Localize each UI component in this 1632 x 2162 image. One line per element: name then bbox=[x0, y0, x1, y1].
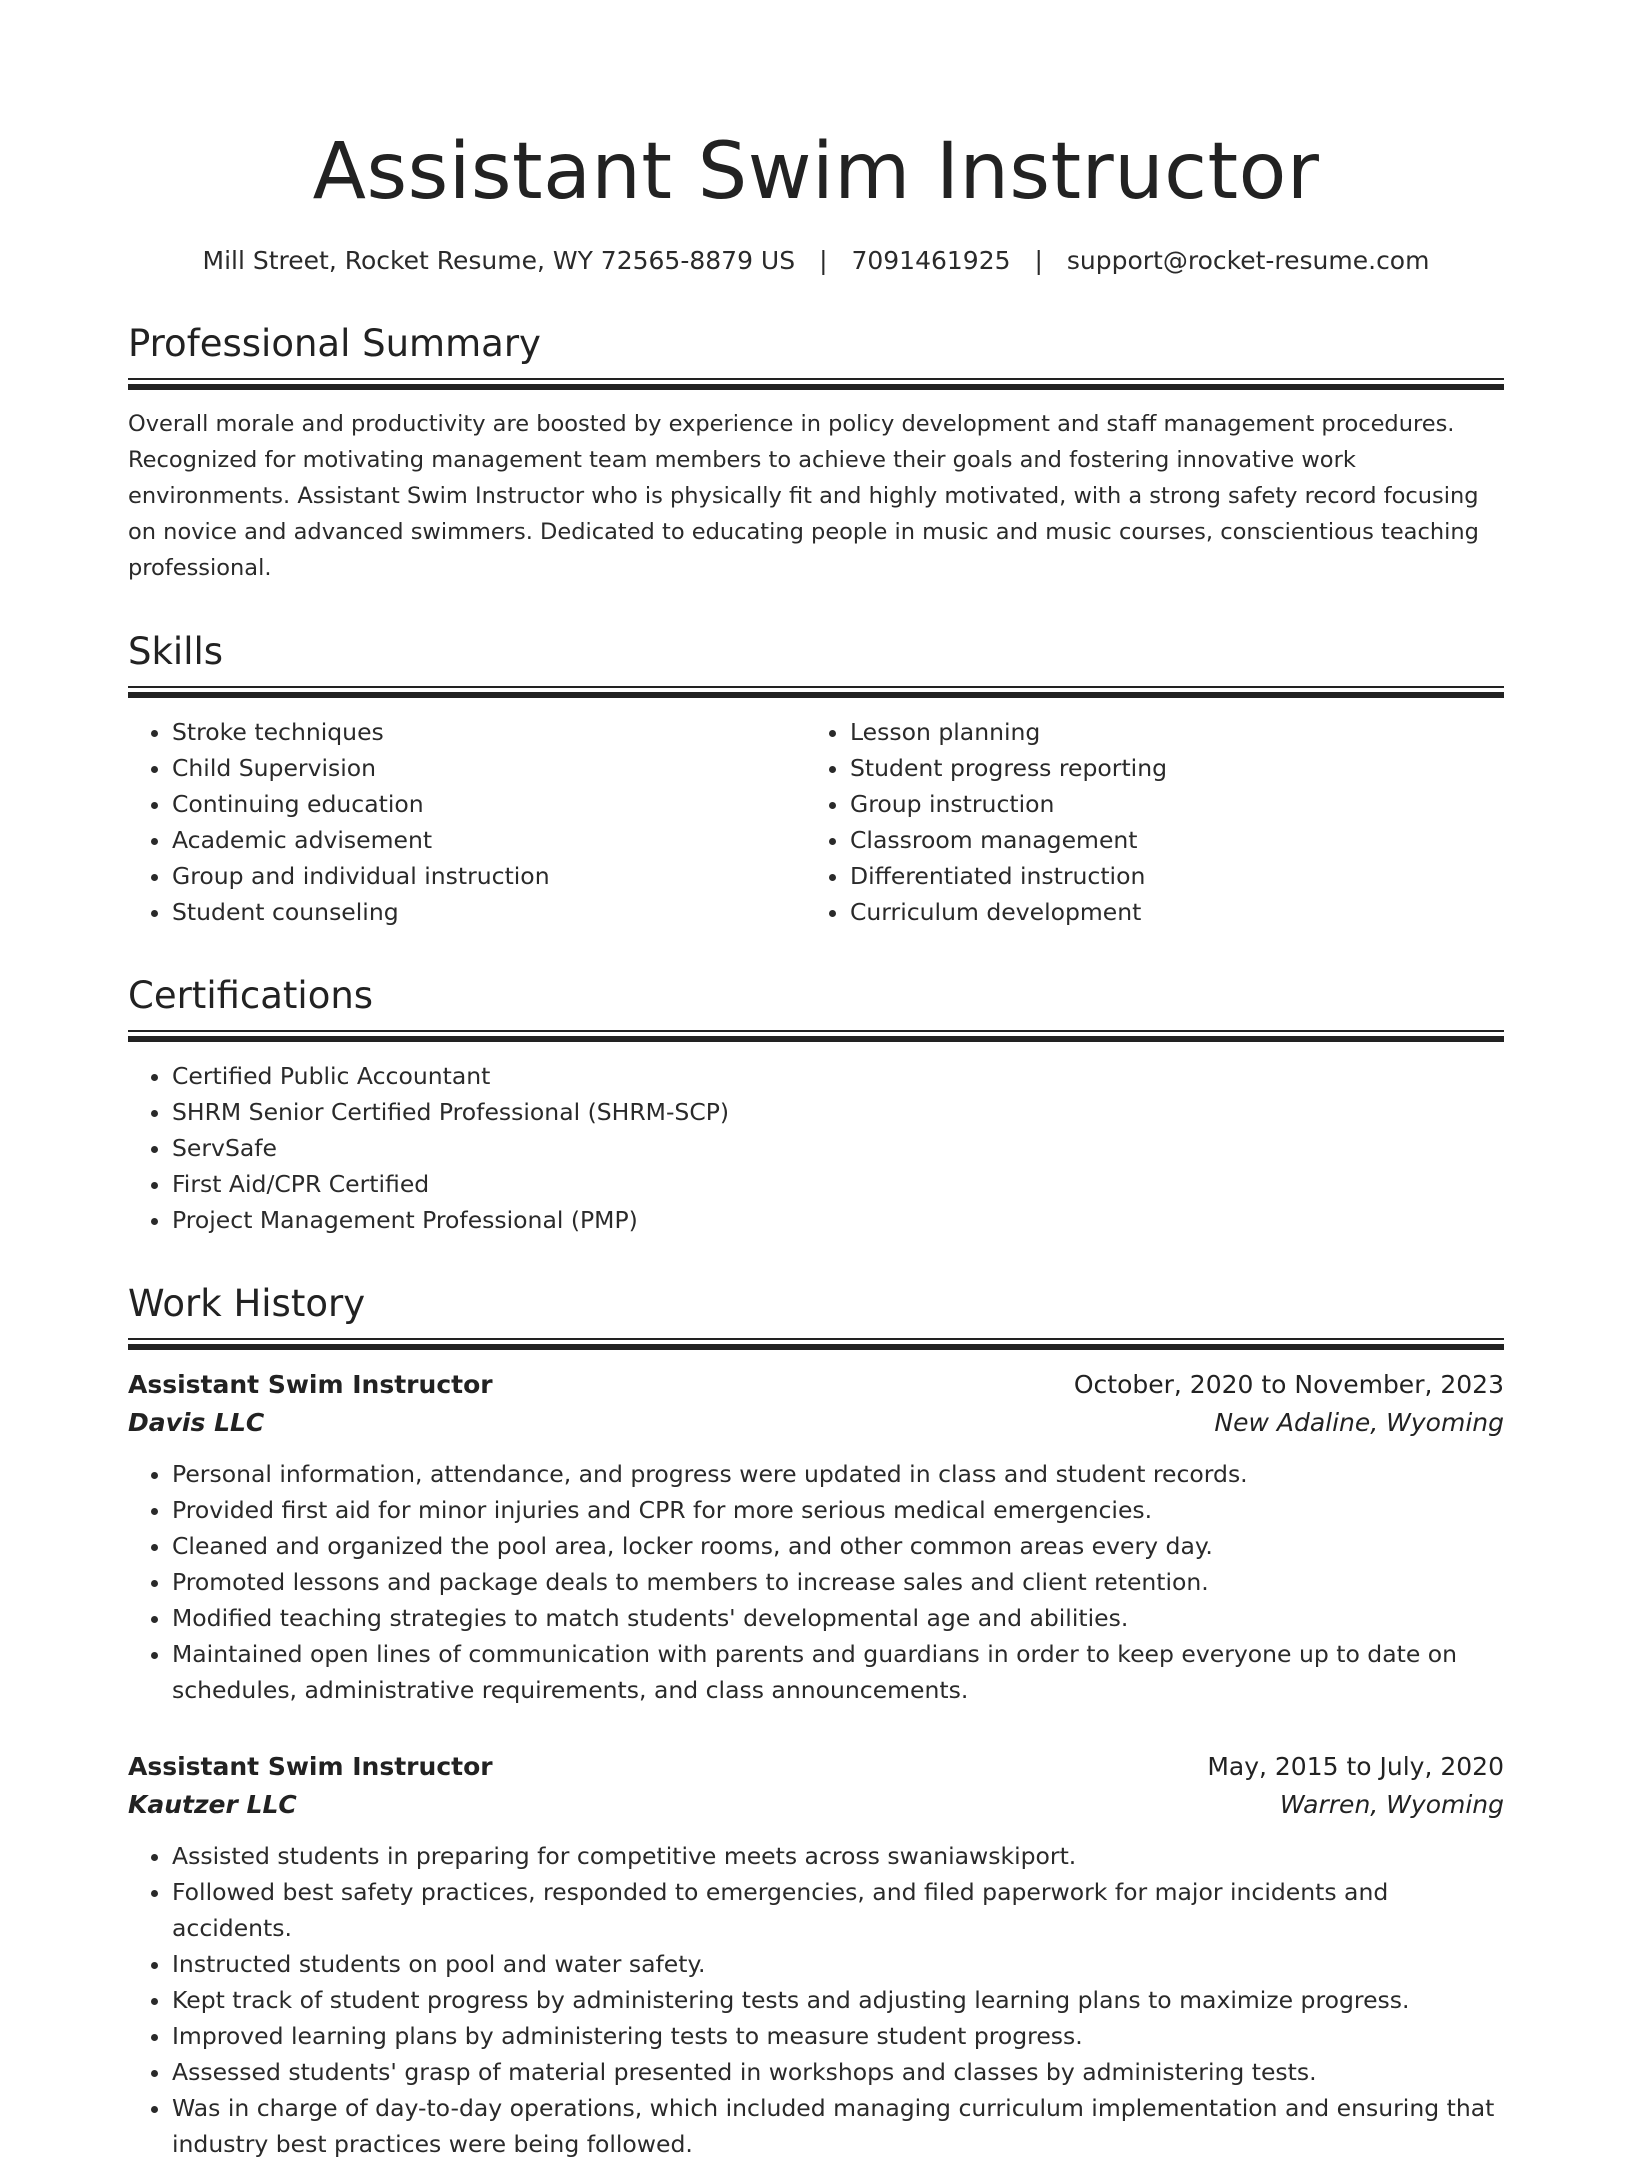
section-divider bbox=[128, 1030, 1504, 1044]
certification-item: • Project Management Professional (PMP) bbox=[172, 1202, 1504, 1238]
work-history-heading: Work History bbox=[128, 1282, 366, 1325]
job-company: Kautzer LLC bbox=[128, 1790, 297, 1819]
job-bullet: • Provided first aid for minor injuries and CPR for more serious medical emergencies. bbox=[172, 1492, 1504, 1528]
job-bullets bbox=[128, 1456, 1504, 1708]
job-title: Assistant Swim Instructor bbox=[128, 1752, 493, 1781]
contact-email: support@rocket-resume.com bbox=[1066, 246, 1430, 275]
certification-item: • First Aid/CPR Certified bbox=[172, 1166, 1504, 1202]
section-divider bbox=[128, 686, 1504, 700]
skill-item: • Group and individual instruction bbox=[172, 858, 806, 894]
job-header-row bbox=[128, 1748, 1504, 1786]
summary-heading: Professional Summary bbox=[128, 322, 541, 365]
job-company-row bbox=[128, 1786, 1504, 1824]
contact-phone: 7091461925 bbox=[851, 246, 1011, 275]
certification-item: • ServSafe bbox=[172, 1130, 1504, 1166]
skill-item: • Stroke techniques bbox=[172, 714, 806, 750]
skill-item: • Lesson planning bbox=[850, 714, 1484, 750]
job-bullet: • Personal information, attendance, and progress were updated in class and student records. bbox=[172, 1456, 1504, 1492]
job-location: Warren, Wyoming bbox=[1279, 1790, 1504, 1819]
job-bullet: • Modified teaching strategies to match students' developmental age and abilities. bbox=[172, 1600, 1504, 1636]
skill-item: • Academic advisement bbox=[172, 822, 806, 858]
resume-name: Assistant Swim Instructor bbox=[312, 127, 1320, 217]
job-bullet: • Was in charge of day-to-day operations, which included managing curriculum implementation and ensuring that industry best practices were being followed. bbox=[172, 2090, 1504, 2162]
job-bullet: • Improved learning plans by administering tests to measure student progress. bbox=[172, 2018, 1504, 2054]
job-company-row bbox=[128, 1404, 1504, 1442]
skill-item: • Classroom management bbox=[850, 822, 1484, 858]
skills-heading: Skills bbox=[128, 630, 224, 673]
resume-page bbox=[128, 0, 1504, 2162]
job-dates: October, 2020 to November, 2023 bbox=[1073, 1370, 1504, 1399]
skills-section bbox=[128, 630, 1504, 930]
job-bullets bbox=[128, 1838, 1504, 2162]
job-bullet: • Assisted students in preparing for competitive meets across swaniawskiport. bbox=[172, 1838, 1504, 1874]
job-company: Davis LLC bbox=[128, 1408, 265, 1437]
job-dates: May, 2015 to July, 2020 bbox=[1207, 1752, 1504, 1781]
skill-item: • Differentiated instruction bbox=[850, 858, 1484, 894]
skills-grid bbox=[128, 714, 1504, 930]
job-bullet: • Assessed students' grasp of material presented in workshops and classes by administering tests. bbox=[172, 2054, 1504, 2090]
skills-list-right bbox=[806, 714, 1484, 930]
job-header-row bbox=[128, 1366, 1504, 1404]
skills-list-left bbox=[128, 714, 806, 930]
summary-text: Overall morale and productivity are boosted by experience in policy development and staff management procedures. Recognized for motivating management team members to achieve their goals and fostering innovative work environments. Assistant Swim Instructor who is physically fit and highly motivated, with a strong safety record focusing on novice and advanced swimmers. Dedicated to educating people in music and music courses, conscientious teaching professional. bbox=[128, 411, 1479, 581]
job-entry bbox=[128, 1366, 1504, 1708]
job-bullet: • Cleaned and organized the pool area, locker rooms, and other common areas every day. bbox=[172, 1528, 1504, 1564]
summary-section bbox=[128, 322, 1504, 586]
job-bullet: • Kept track of student progress by administering tests and adjusting learning plans to maximize progress. bbox=[172, 1982, 1504, 2018]
job-location: New Adaline, Wyoming bbox=[1214, 1408, 1504, 1437]
job-bullet: • Maintained open lines of communication with parents and guardians in order to keep everyone up to date on schedules, administrative requirements, and class announcements. bbox=[172, 1636, 1504, 1708]
skill-item: • Curriculum development bbox=[850, 894, 1484, 930]
job-bullet: • Followed best safety practices, responded to emergencies, and filed paperwork for major incidents and accidents. bbox=[172, 1874, 1504, 1946]
job-title: Assistant Swim Instructor bbox=[128, 1370, 493, 1399]
contact-separator: | bbox=[1034, 246, 1043, 275]
contact-line bbox=[128, 244, 1504, 278]
work-history-section bbox=[128, 1282, 1504, 2162]
job-entry bbox=[128, 1748, 1504, 2162]
section-divider bbox=[128, 378, 1504, 392]
certifications-heading: Certifications bbox=[128, 974, 374, 1017]
skill-item: • Child Supervision bbox=[172, 750, 806, 786]
certification-item: • SHRM Senior Certified Professional (SHRM-SCP) bbox=[172, 1094, 1504, 1130]
skill-item: • Student counseling bbox=[172, 894, 806, 930]
section-divider bbox=[128, 1338, 1504, 1352]
contact-separator: | bbox=[819, 246, 828, 275]
certifications-section bbox=[128, 974, 1504, 1238]
skill-item: • Group instruction bbox=[850, 786, 1484, 822]
skill-item: • Student progress reporting bbox=[850, 750, 1484, 786]
certification-item: • Certified Public Accountant bbox=[172, 1058, 1504, 1094]
job-bullet: • Instructed students on pool and water safety. bbox=[172, 1946, 1504, 1982]
contact-address: Mill Street, Rocket Resume, WY 72565-8879 US bbox=[202, 246, 796, 275]
certifications-list bbox=[128, 1058, 1504, 1238]
skill-item: • Continuing education bbox=[172, 786, 806, 822]
job-bullet: • Promoted lessons and package deals to members to increase sales and client retention. bbox=[172, 1564, 1504, 1600]
